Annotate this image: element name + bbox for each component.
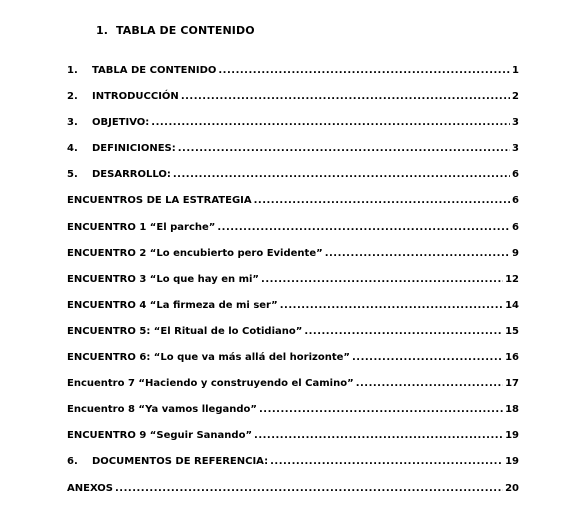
toc-entry-number: 4. — [67, 143, 78, 155]
dot-leader — [181, 90, 510, 104]
toc-entry-page: 18 — [505, 404, 519, 416]
toc-entry-page: 14 — [505, 299, 519, 311]
toc-entry-number: 2. — [67, 91, 78, 103]
toc-entry-title: ENCUENTRO 9 “Seguir Sanando” — [67, 430, 253, 442]
toc-entry[interactable] — [67, 168, 519, 194]
toc-entry[interactable] — [67, 377, 519, 403]
toc-entry-page: 12 — [505, 273, 519, 285]
toc-entry-title: OBJETIVO: — [92, 117, 150, 129]
toc-entry-number: 1. — [67, 65, 78, 76]
dot-leader — [325, 247, 510, 261]
dot-leader — [261, 273, 503, 287]
toc-entry-title: ENCUENTRO 5: “El Ritual de lo Cotidiano” — [67, 325, 303, 337]
toc-entry-title: ANEXOS — [67, 482, 113, 494]
dot-leader — [270, 455, 503, 469]
toc-entry[interactable] — [67, 482, 519, 508]
dot-leader — [254, 194, 510, 208]
toc-entry[interactable] — [67, 247, 519, 273]
toc-entry-title: ENCUENTROS DE LA ESTRATEGIA — [67, 195, 252, 207]
toc-entry-page: 19 — [505, 430, 519, 442]
heading-number: 1. — [96, 24, 109, 37]
toc-entry-title: DESARROLLO: — [92, 169, 171, 181]
toc-entry[interactable] — [67, 221, 519, 247]
dot-leader — [352, 351, 503, 365]
heading-title: TABLA DE CONTENIDO — [116, 24, 255, 37]
toc-entry-page: 2 — [512, 91, 519, 103]
toc-entry-page: 19 — [505, 456, 519, 468]
toc-entry[interactable] — [67, 64, 519, 90]
toc-entry-page: 6 — [512, 195, 519, 207]
toc-entry-page: 1 — [512, 65, 519, 76]
toc-entry-title: ENCUENTRO 4 “La firmeza de mi ser” — [67, 299, 278, 311]
toc-entry-title: ENCUENTRO 6: “Lo que va más allá del horizonte” — [67, 352, 350, 364]
toc-entry[interactable] — [67, 142, 519, 168]
dot-leader — [254, 429, 503, 443]
toc-entry-number: 3. — [67, 117, 78, 129]
dot-leader — [304, 325, 503, 339]
toc-entry-page: 20 — [505, 482, 519, 494]
toc-entry-page: 9 — [512, 247, 519, 259]
dot-leader — [259, 403, 503, 417]
toc-entry-page: 6 — [512, 221, 519, 233]
toc-entry[interactable] — [67, 90, 519, 116]
toc-entry-page: 6 — [512, 169, 519, 181]
dot-leader — [356, 377, 503, 391]
toc-entry-title: ENCUENTRO 1 “El parche” — [67, 221, 216, 233]
toc-entry-title: Encuentro 8 “Ya vamos llegando” — [67, 404, 257, 416]
toc-entry[interactable] — [67, 351, 519, 377]
page-heading — [96, 24, 255, 37]
toc-entry-number: 5. — [67, 169, 78, 181]
toc-entry[interactable] — [67, 299, 519, 325]
dot-leader — [151, 116, 510, 130]
toc-entry[interactable] — [67, 455, 519, 481]
toc-entry[interactable] — [67, 325, 519, 351]
dot-leader — [173, 168, 510, 182]
toc-entry-page: 16 — [505, 352, 519, 364]
toc-entry-page: 17 — [505, 378, 519, 390]
dot-leader — [280, 299, 503, 313]
toc-entry[interactable] — [67, 429, 519, 455]
toc-entry[interactable] — [67, 403, 519, 429]
toc-entry-page: 3 — [512, 117, 519, 129]
toc-entry[interactable] — [67, 273, 519, 299]
toc-entry-title: Encuentro 7 “Haciendo y construyendo el Camino” — [67, 378, 354, 390]
dot-leader — [115, 482, 503, 496]
toc-entry-title: ENCUENTRO 2 “Lo encubierto pero Evidente” — [67, 247, 323, 259]
toc-entry-title: ENCUENTRO 3 “Lo que hay en mi” — [67, 273, 260, 285]
toc-entry-title: DOCUMENTOS DE REFERENCIA: — [92, 456, 269, 468]
toc-entry-number: 6. — [67, 456, 78, 468]
toc-entry-title: INTRODUCCIÓN — [92, 91, 179, 103]
toc-entry-page: 3 — [512, 143, 519, 155]
dot-leader — [218, 64, 510, 78]
toc-entry-title: DEFINICIONES: — [92, 143, 176, 155]
table-of-contents — [67, 64, 519, 508]
toc-entry[interactable] — [67, 194, 519, 220]
dot-leader — [217, 221, 510, 235]
toc-entry[interactable] — [67, 116, 519, 142]
dot-leader — [178, 142, 510, 156]
toc-entry-title: TABLA DE CONTENIDO — [92, 65, 217, 76]
toc-entry-page: 15 — [505, 325, 519, 337]
